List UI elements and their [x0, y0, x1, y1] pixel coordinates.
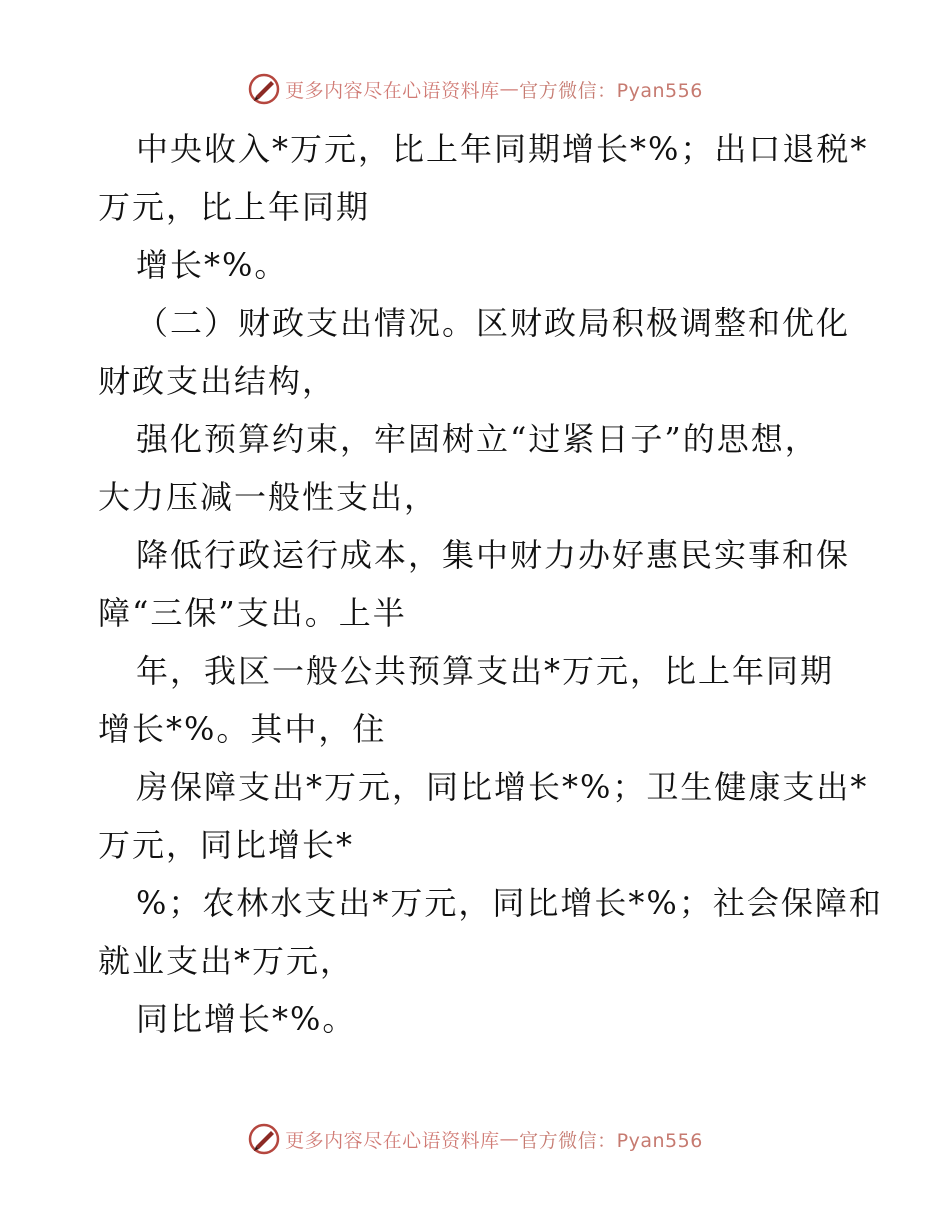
text-line: 增长*%。其中，住	[98, 710, 387, 748]
watermark-secondary-text: 官方微信：Pyan556	[519, 1129, 703, 1152]
paragraph-2	[98, 236, 858, 294]
text-line: 降低行政运行成本，集中财力办好惠民实事和保	[136, 536, 851, 574]
document-body	[98, 120, 883, 1048]
footer-watermark	[0, 1122, 950, 1156]
watermark-dash: —	[499, 1128, 520, 1150]
text-line: 障“三保”支出。上半	[98, 594, 407, 632]
text-line: 万元，比上年同期	[98, 188, 371, 226]
header-watermark	[0, 72, 950, 106]
quill-logo-icon	[247, 72, 281, 106]
text-line: 财政支出结构，	[98, 362, 337, 400]
text-line: %；农林水支出*万元，同比增长*%；社会保障和	[136, 884, 883, 922]
text-line: 房保障支出*万元，同比增长*%；卫生健康支出*	[136, 768, 869, 806]
watermark-dash: —	[499, 78, 520, 100]
paragraph-7	[98, 758, 869, 874]
text-line: 大力压减一般性支出，	[98, 478, 439, 516]
text-line: 强化预算约束，牢固树立“过紧日子”的思想，	[136, 420, 819, 458]
watermark-secondary-text: 官方微信：Pyan556	[519, 79, 703, 102]
paragraph-1	[98, 120, 869, 236]
quill-logo-icon	[247, 1122, 281, 1156]
text-line: 就业支出*万元，	[98, 942, 355, 980]
text-line: 年，我区一般公共预算支出*万元，比上年同期	[136, 652, 835, 690]
paragraph-4	[98, 410, 858, 526]
text-line: 同比增长*%。	[136, 1000, 357, 1038]
paragraph-6	[98, 642, 858, 758]
watermark-primary-text: 更多内容尽在心语资料库	[285, 1129, 500, 1152]
paragraph-3	[98, 294, 858, 410]
text-line: 中央收入*万元，比上年同期增长*%；出口退税*	[136, 130, 869, 168]
paragraph-9	[98, 990, 858, 1048]
text-line: 增长*%。	[136, 246, 289, 284]
text-line: （二）财政支出情况。区财政局积极调整和优化	[136, 304, 851, 342]
paragraph-8	[98, 874, 883, 990]
paragraph-5	[98, 526, 858, 642]
watermark-primary-text: 更多内容尽在心语资料库	[285, 79, 500, 102]
text-line: 万元，同比增长*	[98, 826, 355, 864]
